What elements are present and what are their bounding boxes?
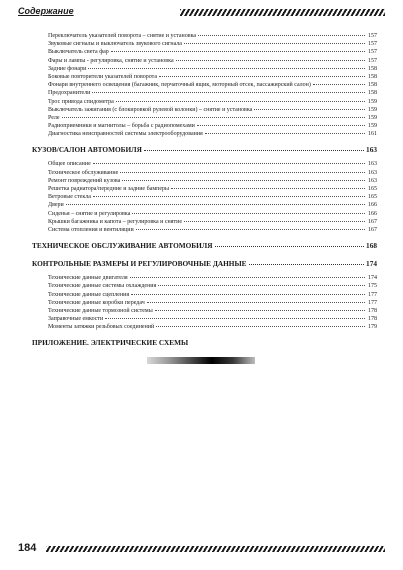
entry-label: Система отопления и вентиляции: [48, 226, 134, 233]
toc-entry[interactable]: [32, 169, 377, 177]
page-number: 184: [18, 542, 37, 554]
dot-leader: [254, 109, 365, 110]
entry-label: Крышки багажника и капота – регулировка и снятие: [48, 218, 183, 225]
dot-leader: [116, 101, 365, 102]
entry-label: Двери: [48, 202, 64, 209]
toc-entry[interactable]: [32, 65, 377, 73]
section-page: 163: [366, 145, 377, 155]
entry-page: 158: [368, 82, 377, 89]
entry-label: Технические данные тормозной системы: [48, 307, 153, 314]
entry-page: 166: [368, 210, 377, 217]
toc-entry[interactable]: [32, 177, 377, 185]
toc-entry[interactable]: [32, 185, 377, 193]
dot-leader: [249, 264, 365, 265]
dot-leader: [92, 92, 365, 93]
toc-entry[interactable]: [32, 57, 377, 65]
page-header: [18, 6, 385, 22]
entry-label: Предохранители: [48, 90, 91, 97]
entry-page: 159: [368, 106, 377, 113]
toc-entry[interactable]: [32, 282, 377, 290]
section-title: ТЕХНИЧЕСКОЕ ОБСЛУЖИВАНИЕ АВТОМОБИЛЯ: [32, 241, 213, 251]
entry-label: Фонари внутреннего освещения (багажник, перчаточный ящик, моторный отсек, пассажирский салон): [48, 82, 311, 89]
entry-label: Технические данные коробки передач: [48, 299, 145, 306]
entry-label: Заправочные емкости: [48, 316, 104, 323]
entry-page: 167: [368, 226, 377, 233]
scan-artifact-bar: [147, 357, 255, 364]
toc-section-appendix[interactable]: [32, 338, 377, 347]
entry-label: Звуковые сигналы и выключатель звукового сигнала: [48, 41, 182, 48]
entry-label: Технические данные двигателя: [48, 275, 128, 282]
entry-page: 159: [368, 123, 377, 130]
dot-leader: [159, 76, 365, 77]
entry-page: 174: [368, 275, 377, 282]
toc-entry[interactable]: [32, 160, 377, 168]
entry-label: Общее описание: [48, 161, 91, 168]
entry-label: Радиоприемники и магнитолы – борьба с радиопомехами: [48, 123, 195, 130]
toc-group-electrical: [32, 32, 377, 138]
header-title: Содержание: [18, 6, 74, 16]
entry-page: 161: [368, 131, 377, 138]
toc-entry[interactable]: [32, 40, 377, 48]
entry-label: Реле: [48, 114, 60, 121]
toc-entry[interactable]: [32, 226, 377, 234]
dot-leader: [184, 221, 365, 222]
table-of-contents: [32, 32, 377, 347]
entry-page: 165: [368, 194, 377, 201]
entry-label: Задние фонари: [48, 65, 87, 72]
toc-entry[interactable]: [32, 32, 377, 40]
dot-leader: [131, 294, 365, 295]
toc-entry[interactable]: [32, 89, 377, 97]
entry-page: 165: [368, 186, 377, 192]
dot-leader: [147, 302, 365, 303]
dot-leader: [184, 43, 365, 44]
footer-stripe-decoration: [46, 546, 385, 552]
entry-label: Ветровые стекла: [48, 194, 91, 201]
entry-page: 163: [368, 169, 377, 176]
entry-page: 178: [368, 316, 377, 323]
entry-label: Техническое обслуживание: [48, 169, 119, 176]
header-stripe-decoration: [180, 9, 385, 16]
entry-label: Технические данные системы охлаждения: [48, 283, 157, 290]
page-footer: [18, 542, 385, 556]
entry-page: 157: [368, 33, 377, 39]
entry-label: Выключатель света фар: [48, 49, 109, 56]
dot-leader: [120, 172, 365, 173]
dot-leader: [132, 213, 365, 214]
dot-leader: [111, 51, 365, 52]
dot-leader: [215, 246, 365, 247]
dot-leader: [122, 180, 365, 181]
toc-section-maintenance[interactable]: [32, 241, 377, 250]
entry-label: Моменты затяжки резьбовых соединений: [48, 324, 155, 331]
entry-label: Технические данные сцепления: [48, 291, 130, 298]
dot-leader: [171, 188, 365, 189]
entry-page: 157: [368, 57, 377, 64]
dot-leader: [197, 125, 365, 126]
toc-entry[interactable]: [32, 274, 377, 282]
toc-entry[interactable]: [32, 299, 377, 307]
entry-label: Боковые повторители указателей поворота: [48, 73, 158, 80]
dot-leader: [66, 204, 365, 205]
section-title: КУЗОВ/САЛОН АВТОМОБИЛЯ: [32, 145, 142, 155]
entry-page: 159: [368, 98, 377, 105]
dot-leader: [93, 163, 365, 164]
toc-entry[interactable]: [32, 106, 377, 114]
toc-entry[interactable]: [32, 48, 377, 56]
entry-page: 158: [368, 90, 377, 97]
toc-group-dimensions: [32, 274, 377, 331]
entry-page: 178: [368, 307, 377, 314]
toc-entry[interactable]: [32, 201, 377, 209]
dot-leader: [155, 310, 365, 311]
toc-entry[interactable]: [32, 122, 377, 130]
toc-entry[interactable]: [32, 315, 377, 323]
dot-leader: [205, 133, 365, 134]
toc-entry[interactable]: [32, 218, 377, 226]
entry-label: Сиденья – снятие и регулировка: [48, 210, 131, 217]
entry-page: 179: [368, 324, 377, 331]
entry-label: Диагностика неисправностей системы электрооборудования: [48, 131, 203, 138]
dot-leader: [313, 84, 365, 85]
section-title: КОНТРОЛЬНЫЕ РАЗМЕРЫ И РЕГУЛИРОВОЧНЫЕ ДАННЫЕ: [32, 259, 247, 269]
entry-page: 167: [368, 218, 377, 225]
entry-page: 157: [368, 41, 377, 48]
toc-group-body: [32, 160, 377, 234]
dot-leader: [198, 35, 365, 36]
entry-label: Переключатель указателей поворота – снятие и установка: [48, 33, 197, 39]
section-page: 174: [366, 259, 377, 269]
entry-label: Ремонт повреждений кузова: [48, 177, 121, 184]
entry-page: 177: [368, 291, 377, 298]
dot-leader: [136, 229, 365, 230]
entry-page: 166: [368, 202, 377, 209]
toc-section-body[interactable]: [32, 145, 377, 154]
entry-page: 157: [368, 49, 377, 56]
toc-entry[interactable]: [32, 193, 377, 201]
entry-label: Решетка радиатора/передние и задние бамперы: [48, 186, 170, 192]
toc-section-dimensions[interactable]: [32, 259, 377, 268]
entry-page: 175: [368, 283, 377, 290]
entry-label: Фары и лампы - регулировка, снятие и установка: [48, 57, 174, 64]
entry-page: 163: [368, 161, 377, 168]
toc-entry[interactable]: [32, 114, 377, 122]
toc-entry[interactable]: [32, 130, 377, 138]
dot-leader: [93, 196, 365, 197]
entry-label: Трос привода спидометра: [48, 98, 114, 105]
toc-entry[interactable]: [32, 210, 377, 218]
toc-entry[interactable]: [32, 98, 377, 106]
entry-page: 177: [368, 299, 377, 306]
dot-leader: [176, 60, 365, 61]
entry-page: 163: [368, 177, 377, 184]
dot-leader: [88, 68, 365, 69]
dot-leader: [158, 285, 365, 286]
entry-label: Выключатель зажигания (с блокировкой рулевой колонки) – снятие и установка: [48, 106, 253, 113]
toc-entry[interactable]: [32, 81, 377, 89]
toc-entry[interactable]: [32, 323, 377, 331]
toc-entry[interactable]: [32, 307, 377, 315]
dot-leader: [156, 326, 365, 327]
toc-entry[interactable]: [32, 73, 377, 81]
dot-leader: [130, 277, 365, 278]
entry-page: 158: [368, 65, 377, 72]
dot-leader: [105, 318, 365, 319]
section-page: 168: [366, 241, 377, 251]
section-title: ПРИЛОЖЕНИЕ. ЭЛЕКТРИЧЕСКИЕ СХЕМЫ: [32, 338, 189, 348]
dot-leader: [62, 117, 365, 118]
entry-page: 159: [368, 114, 377, 121]
dot-leader: [144, 150, 364, 151]
entry-page: 158: [368, 73, 377, 80]
toc-entry[interactable]: [32, 291, 377, 299]
